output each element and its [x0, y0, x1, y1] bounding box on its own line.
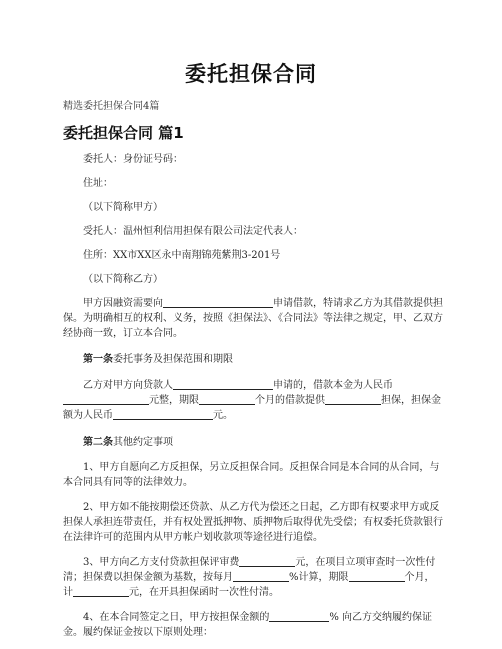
article-1-text-3: 元整，期限 — [149, 395, 199, 406]
clause-2: 2、甲方如不能按期偿还贷款、从乙方代为偿还之日起，乙方即有权要求甲方或反担保人承担连带责任，并有权处置抵押物、质押物后取得优先受偿；有权委托贷款银行在法律许可的范围内从甲方帐户划收款项等途径进行追偿。 — [63, 502, 443, 543]
document-title: 委托担保合同 — [185, 62, 317, 86]
article-1-text-5: 担保，担保金额为人民币 — [63, 395, 441, 421]
article-1-text-4: 个月的借款提供 — [255, 395, 325, 406]
clause-4 — [63, 610, 443, 640]
party-b-note: （以下简称乙方） — [83, 274, 163, 285]
article-1-text-6: 元。 — [213, 410, 233, 421]
clause-4-text-1: 4、在本合同签定之日，甲方按担保金额的 — [83, 612, 270, 623]
fee-amount-blank — [73, 585, 129, 597]
guarantee-type-blank — [325, 393, 381, 405]
monthly-rate-blank — [233, 570, 289, 582]
clause-1: 1、甲方自愿向乙方反担保，另立反担保合同。反担保合同是本合同的从合同，与本合同具有同等的法律效力。 — [63, 462, 440, 488]
article-1-title: 委托事务及担保范围和期限 — [113, 354, 233, 365]
clause-3 — [63, 555, 443, 600]
address-line: 住址： — [83, 178, 113, 189]
lender-name-blank — [173, 378, 273, 390]
fee-term-blank — [349, 570, 405, 582]
preamble-text-1: 甲方因融资需要向 — [83, 298, 163, 309]
preamble-text-2: 申请借款，特请求乙方为其借款提供担保。为明确相互的权利、义务，按照《担保法》、《合同法》等法律之规定，甲、乙双方经协商一致，订立本合同。 — [63, 298, 443, 339]
clause-3-text-4: 个月，计 — [63, 572, 435, 598]
clause-3-text-1: 3、甲方向乙方支付贷款担保评审费 — [83, 557, 240, 568]
article-2-heading — [63, 435, 463, 450]
guarantee-amount-blank — [113, 408, 213, 420]
article-2-title: 其他约定事项 — [113, 437, 173, 448]
preamble-paragraph — [63, 296, 443, 341]
principal-blank — [63, 393, 149, 405]
article-1-text-1: 乙方对甲方向贷款人 — [83, 380, 173, 391]
article-1-text-2: 申请的，借款本金为人民币 — [273, 380, 393, 391]
article-1-heading — [63, 352, 463, 367]
deposit-rate-blank — [269, 610, 329, 622]
article-2-label: 第二条 — [83, 437, 113, 448]
clause-3-text-5: 元，在开具担保函时一次性付清。 — [129, 587, 279, 598]
section-heading: 委托担保合同 篇1 — [63, 124, 184, 142]
article-1-label: 第一条 — [83, 354, 113, 365]
party-a-note: （以下简称甲方） — [83, 202, 163, 213]
consignor-line: 委托人：身份证号码： — [83, 154, 183, 165]
clause-3-text-3: %计算，期限 — [289, 572, 349, 583]
document-subtitle: 精选委托担保合同4篇 — [63, 101, 160, 112]
residence-line: 住所：XX市XX区永中南翔锦苑紫荆3-201号 — [83, 250, 281, 261]
lender-blank — [163, 296, 273, 308]
article-1-paragraph — [63, 378, 443, 423]
clause-4-text-2: % 向乙方交纳履约保证金。履约保证金按以下原则处理： — [63, 612, 433, 638]
review-fee-blank — [239, 555, 295, 567]
clause-3-text-2: 元，在项目立项审查时一次性付清；担保费以担保金额为基数，按每月 — [63, 557, 436, 583]
trustee-line: 受托人：温州恒利信用担保有限公司法定代表人： — [83, 226, 303, 237]
term-blank — [199, 393, 255, 405]
